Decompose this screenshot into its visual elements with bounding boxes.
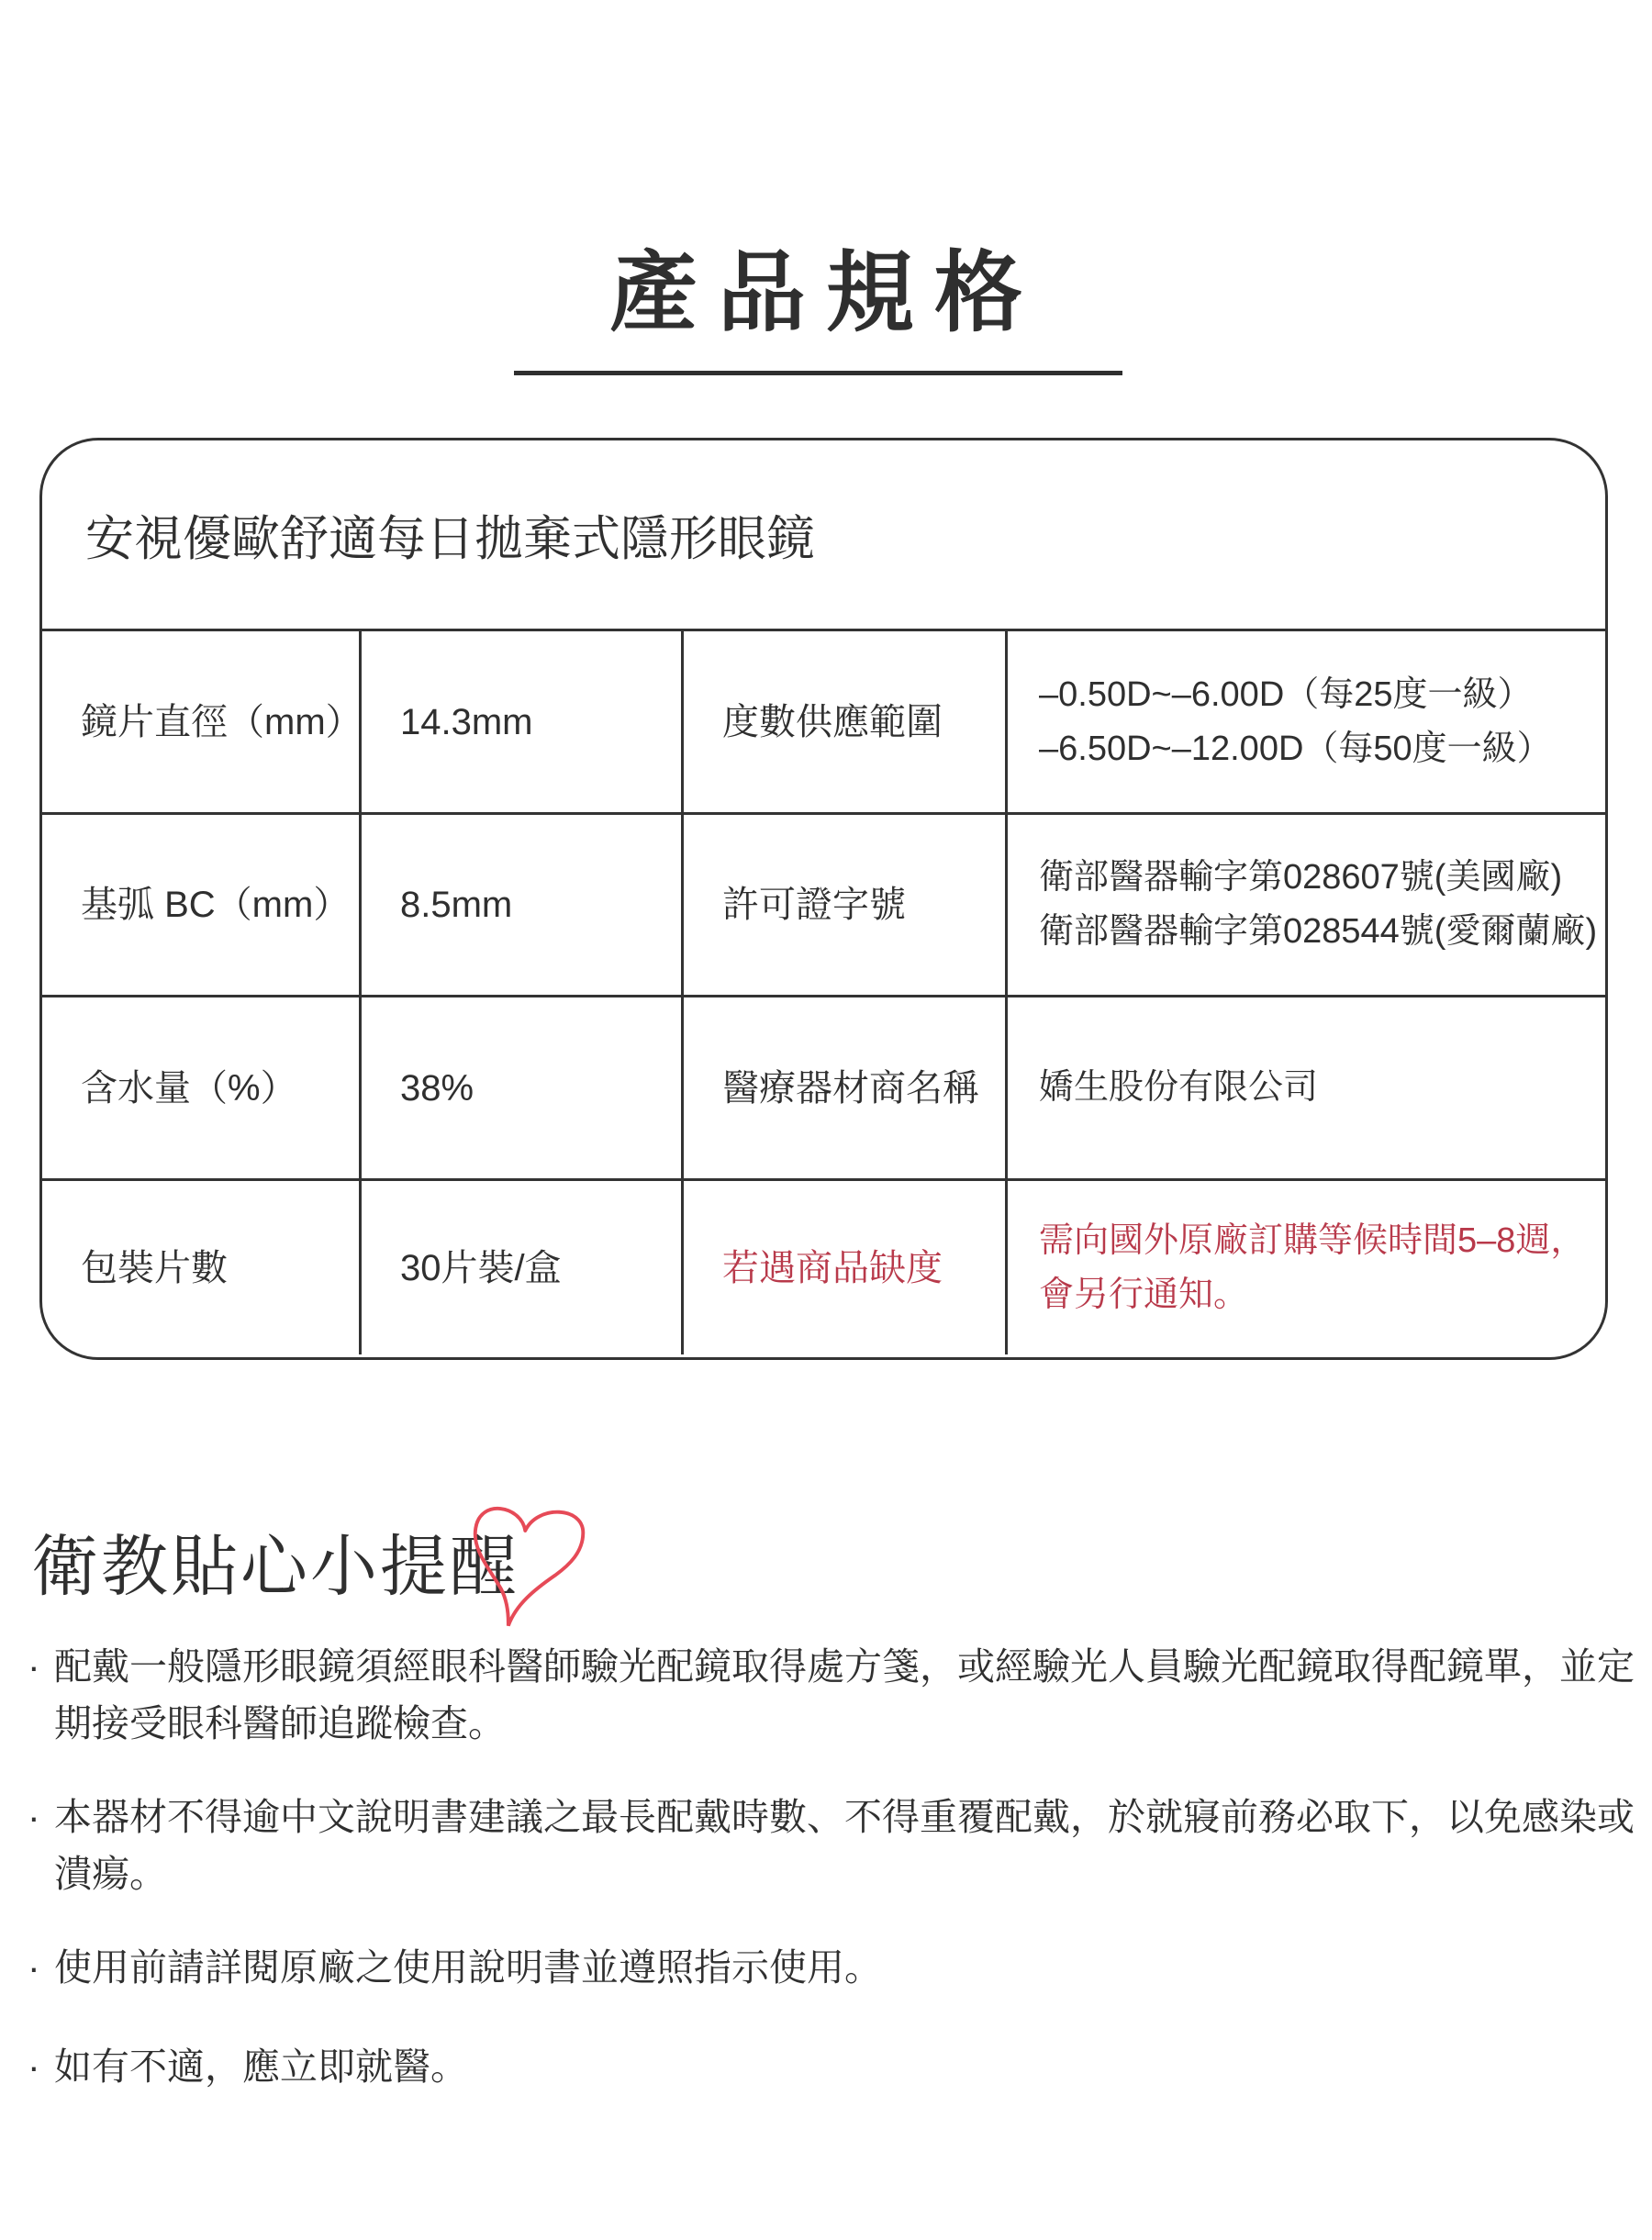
- spec-value-power-range: [1008, 631, 1608, 815]
- license-line-1: 衛部醫器輸字第028607號(美國廠): [1039, 858, 1563, 897]
- product-name: 安視優歐舒適每日拋棄式隱形眼鏡: [42, 440, 1605, 631]
- spec-label-out-of-stock: 若遇商品缺度: [684, 1181, 1008, 1354]
- spec-label-base-curve: 基弧 BC（mm）: [42, 815, 362, 997]
- spec-label-pack-count: 包裝片數: [42, 1181, 362, 1354]
- spec-label-power-range: 度數供應範圍: [684, 631, 1008, 815]
- bullet-dot: ·: [28, 1645, 40, 1688]
- page-title: 產品規格: [609, 244, 1043, 342]
- power-range-line-2: –6.50D~–12.00D（每50度一級）: [1039, 729, 1552, 768]
- spec-label-license: 許可證字號: [684, 815, 1008, 997]
- spec-value-base-curve: 8.5mm: [362, 815, 684, 997]
- out-of-stock-line-1: 需向國外原廠訂購等候時間5–8週，: [1039, 1220, 1586, 1260]
- bullet-dot: ·: [28, 2045, 40, 2088]
- spec-grid: [42, 631, 1605, 1354]
- list-item: [28, 1940, 1652, 1997]
- spec-label-diameter: 鏡片直徑（mm）: [42, 631, 362, 815]
- bullet-text: 本器材不得逾中文說明書建議之最長配戴時數、不得重覆配戴，於就寢前務必取下，以免感染或潰瘍。: [54, 1796, 1635, 1895]
- spec-value-diameter: 14.3mm: [362, 631, 684, 815]
- bullet-text: 如有不適，應立即就醫。: [54, 2045, 468, 2088]
- product-spec-table: [39, 438, 1608, 1360]
- list-item: [28, 1639, 1652, 1752]
- out-of-stock-line-2: 會另行通知。: [1039, 1275, 1249, 1314]
- bullet-text: 使用前請詳閱原廠之使用說明書並遵照指示使用。: [54, 1946, 882, 1989]
- spec-value-out-of-stock: [1008, 1181, 1608, 1354]
- spec-label-vendor: 醫療器材商名稱: [684, 997, 1008, 1181]
- bullet-text: 配戴一般隱形眼鏡須經眼科醫師驗光配鏡取得處方箋，或經驗光人員驗光配鏡取得配鏡單，並定期接受眼科醫師追蹤檢查。: [54, 1645, 1635, 1744]
- spec-label-water-content: 含水量（%）: [42, 997, 362, 1181]
- bullet-dot: ·: [28, 1946, 40, 1989]
- tips-section-title: 衛教貼心小提醒: [31, 1530, 519, 1604]
- license-line-2: 衛部醫器輸字第028544號(愛爾蘭廠): [1039, 912, 1598, 951]
- spec-value-vendor: [1008, 997, 1608, 1181]
- vendor-line-1: 嬌生股份有限公司: [1039, 1068, 1319, 1108]
- spec-value-pack-count: 30片裝/盒: [362, 1181, 684, 1354]
- list-item: [28, 1789, 1652, 1902]
- heart-outline-icon: [457, 1494, 595, 1641]
- title-underline: [514, 371, 1122, 375]
- power-range-line-1: –0.50D~–6.00D（每25度一級）: [1039, 674, 1533, 714]
- bullet-dot: ·: [28, 1796, 40, 1838]
- spec-value-water-content: 38%: [362, 997, 684, 1181]
- tips-bullet-list: [28, 1639, 1652, 2133]
- spec-value-license: [1008, 815, 1608, 997]
- list-item: [28, 2039, 1652, 2096]
